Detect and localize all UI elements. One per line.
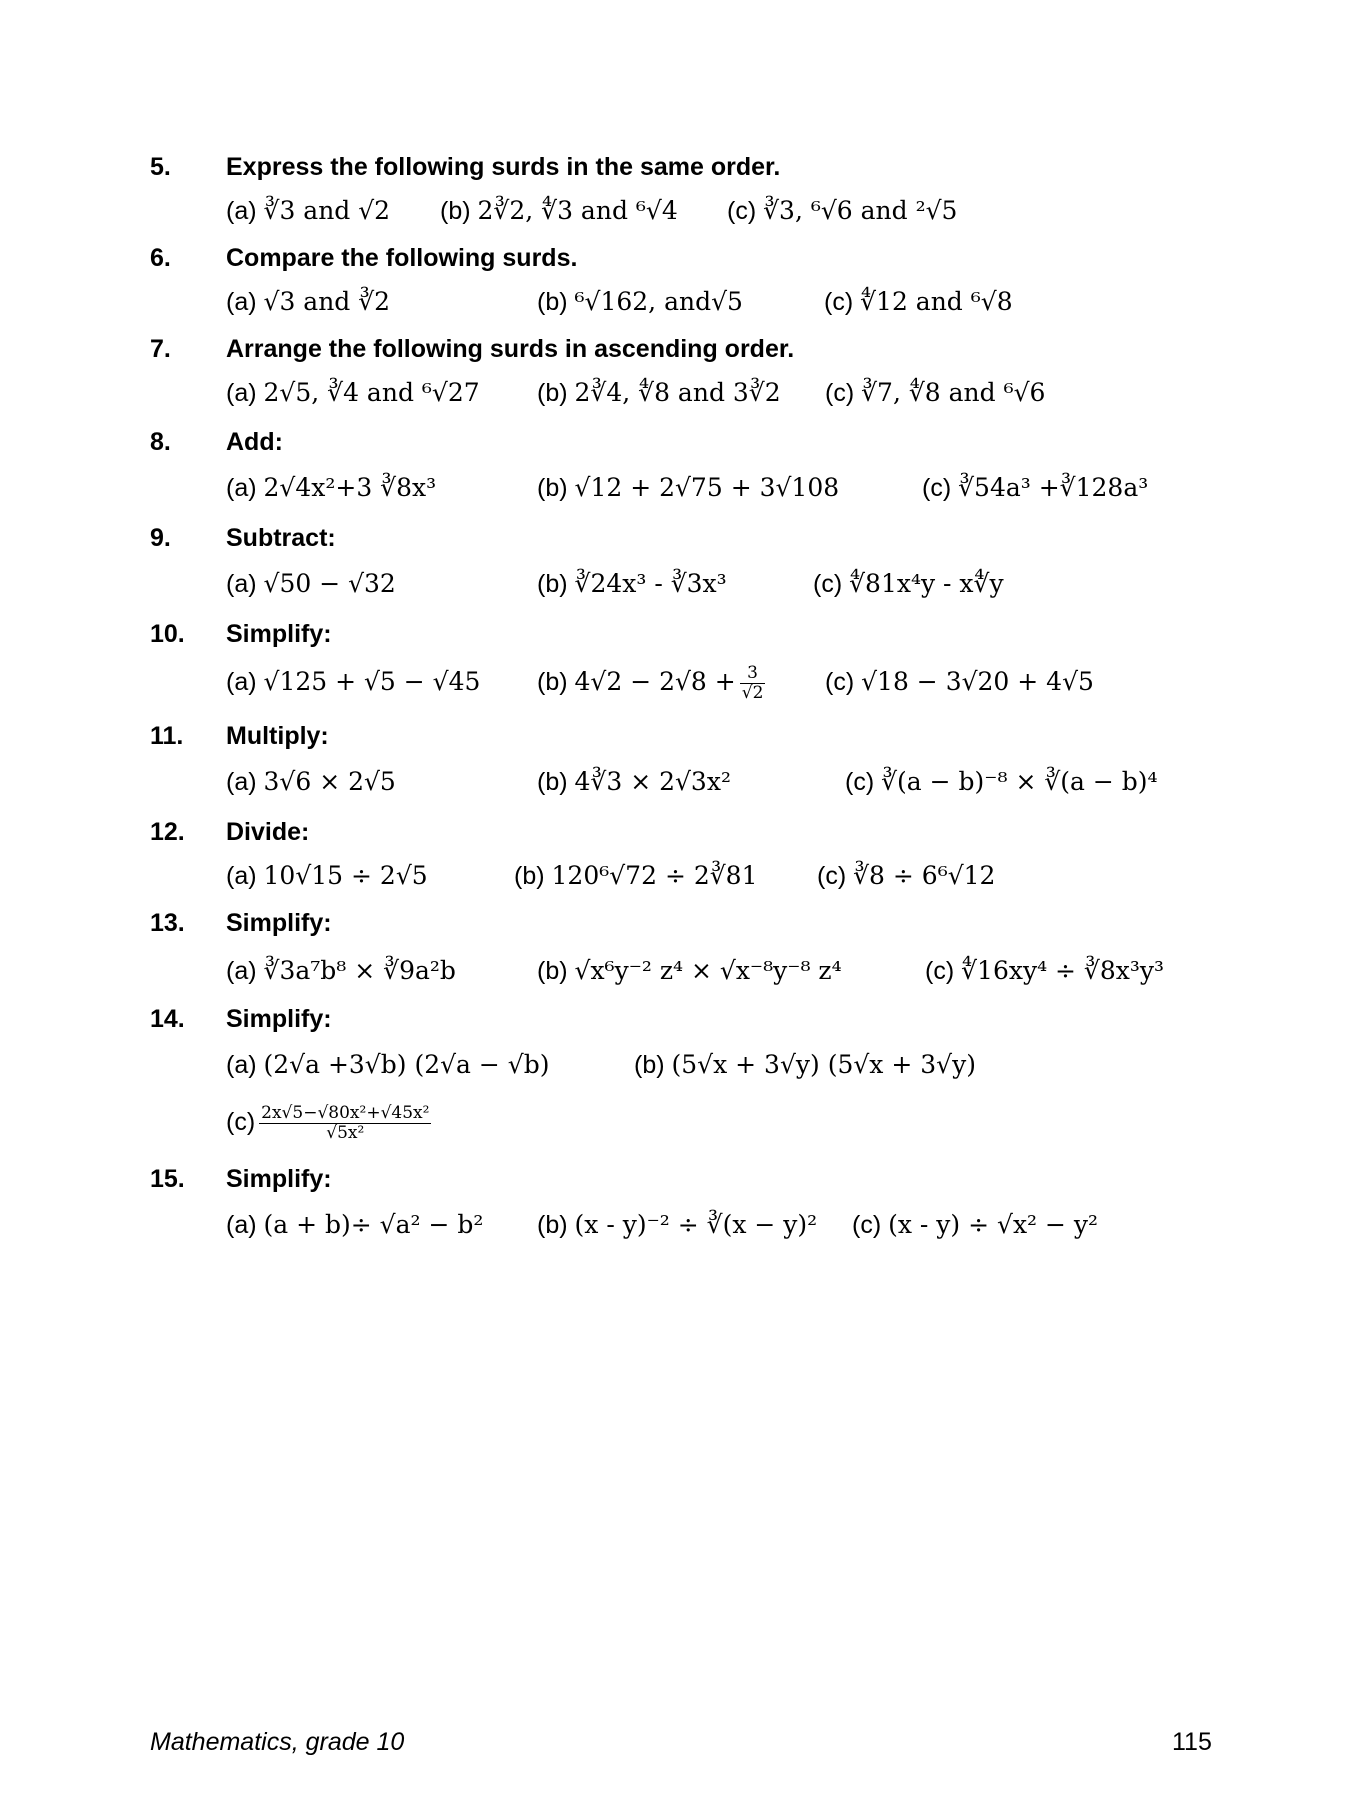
part-c: (c) ∛8 ÷ 6⁶√12 — [817, 861, 996, 890]
question-number: 14. — [150, 1005, 185, 1033]
part-b: (b) ∛24x³ - ∛3x³ — [537, 569, 727, 598]
question-number: 5. — [150, 153, 171, 181]
part-a: (a) 2√5, ∛4 and ⁶√27 — [226, 378, 480, 407]
question-number: 7. — [150, 335, 171, 363]
part-b: (b) 120⁶√72 ÷ 2∛81 — [514, 861, 758, 890]
part-b: (b) √x⁶y⁻² z⁴ × √x⁻⁸y⁻⁸ z⁴ — [537, 956, 842, 985]
part-a: (a) 3√6 × 2√5 — [226, 767, 396, 796]
question-title: Add: — [226, 428, 283, 456]
part-c: (c) ∛(a − b)⁻⁸ × ∛(a − b)⁴ — [845, 767, 1158, 796]
part-c: (c) ∛3, ⁶√6 and ²√5 — [727, 196, 958, 225]
question-title: Simplify: — [226, 620, 332, 648]
part-b: (b) √12 + 2√75 + 3√108 — [537, 473, 840, 502]
question-number: 8. — [150, 428, 171, 456]
part-a: (a) √50 − √32 — [226, 569, 396, 598]
part-c: (c) ∛7, ∜8 and ⁶√6 — [825, 378, 1046, 407]
question-title: Simplify: — [226, 1165, 332, 1193]
page-number: 115 — [1172, 1728, 1212, 1756]
part-c: (c) ∜16xy⁴ ÷ ∛8x³y³ — [925, 956, 1165, 985]
question-number: 15. — [150, 1165, 185, 1193]
question-title: Divide: — [226, 818, 310, 846]
question-title: Compare the following surds. — [226, 244, 578, 272]
part-a: (a) ∛3 and √2 — [226, 196, 391, 225]
part-a: (a) 10√15 ÷ 2√5 — [226, 861, 428, 890]
part-a: (a) √3 and ∛2 — [226, 287, 391, 316]
question-title: Multiply: — [226, 722, 329, 750]
fraction: $\frac{\text{2x√5−√80x²+√45x²}}{\text{√5x²}}$ — [261, 1103, 430, 1143]
question-title: Simplify: — [226, 909, 332, 937]
part-a: (a) ∛3a⁷b⁸ × ∛9a²b — [226, 956, 456, 985]
question-title: Subtract: — [226, 524, 336, 552]
part-b: (b) ⁶√162, and√5 — [537, 287, 743, 316]
part-b: (b) 4√2 − 2√8 + $\frac{3}{√2}$ — [537, 663, 764, 703]
question-title: Express the following surds in the same order. — [226, 153, 781, 181]
question-number: 6. — [150, 244, 171, 272]
part-c: (c) √18 − 3√20 + 4√5 — [825, 667, 1094, 696]
footer-book-title: Mathematics, grade 10 — [150, 1728, 405, 1756]
part-b: (b) 2∛4, ∜8 and 3∛2 — [537, 378, 781, 407]
question-number: 13. — [150, 909, 185, 937]
part-c: (c) ∜81x⁴y - x∜y — [813, 569, 1004, 598]
part-c: (c) ∜12 and ⁶√8 — [824, 287, 1013, 316]
question-number: 12. — [150, 818, 185, 846]
question-number: 11. — [150, 722, 184, 750]
fraction: $\frac{3}{√2}$ — [741, 663, 764, 703]
part-b: (b) (x - y)⁻² ÷ ∛(x − y)² — [537, 1210, 818, 1239]
part-a: (a) (a + b)÷ √a² − b² — [226, 1210, 484, 1239]
question-number: 10. — [150, 620, 185, 648]
question-title: Arrange the following surds in ascending order. — [226, 335, 795, 363]
part-a: (a) (2√a +3√b) (2√a − √b) — [226, 1050, 550, 1079]
part-c: (c) $\frac{\text{2x√5−√80x²+√45x²}}{\text{√5x²}}$ — [226, 1103, 430, 1143]
part-c: (c) (x - y) ÷ √x² − y² — [852, 1210, 1099, 1239]
question-number: 9. — [150, 524, 171, 552]
part-b: (b) 4∛3 × 2√3x² — [537, 767, 731, 796]
part-c: (c) ∛54a³ +∛128a³ — [922, 473, 1149, 502]
question-title: Simplify: — [226, 1005, 332, 1033]
part-b: (b) (5√x + 3√y) (5√x + 3√y) — [634, 1050, 976, 1079]
part-a: (a) 2√4x²+3 ∛8x³ — [226, 473, 437, 502]
part-a: (a) √125 + √5 − √45 — [226, 667, 481, 696]
part-b: (b) 2∛2, ∜3 and ⁶√4 — [440, 196, 678, 225]
